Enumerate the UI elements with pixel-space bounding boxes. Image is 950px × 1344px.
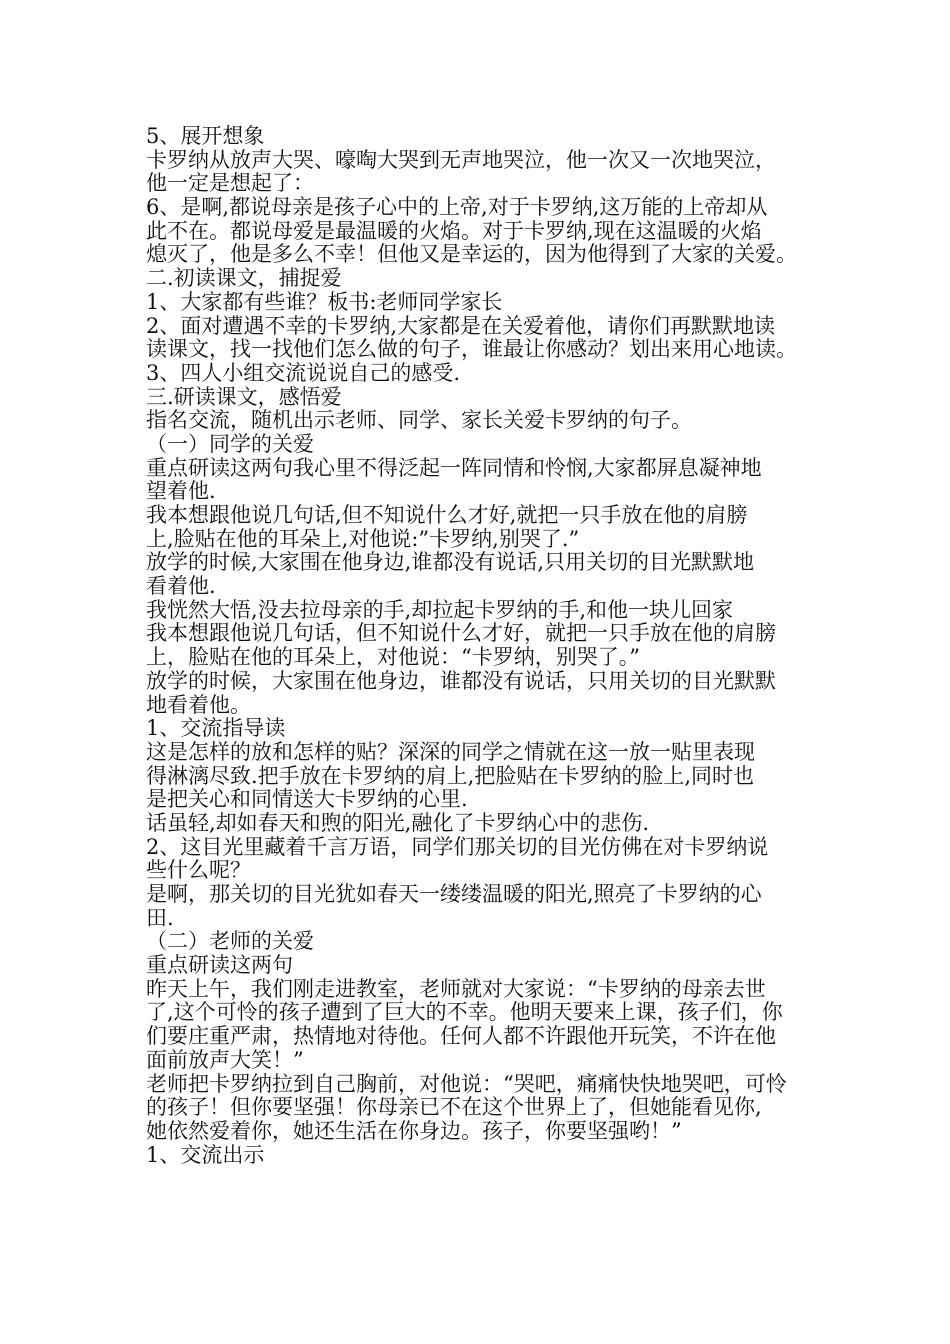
text-line: 这是怎样的放和怎样的贴？深深的同学之情就在这一放一贴里表现	[146, 739, 755, 764]
text-line: 望着他.	[146, 479, 216, 504]
text-line: 昨天上午，我们刚走进教室，老师就对大家说：“卡罗纳的母亲去世	[146, 976, 766, 1001]
text-line: 放学的时候，大家围在他身边，谁都没有说话，只用关切的目光默默	[146, 668, 776, 693]
text-line: 是把关心和同情送大卡罗纳的心里.	[146, 787, 468, 812]
text-line: 田.	[146, 905, 174, 930]
text-line: 读课文，找一找他们怎么做的句子，谁最让你感动？划出来用心地读。	[146, 337, 797, 362]
text-line: 1、大家都有些谁？板书:老师同学家长	[146, 289, 503, 314]
text-line: （二）老师的关爱	[146, 929, 314, 954]
document-body	[146, 125, 836, 1167]
text-line: 看着他.	[146, 574, 216, 599]
text-line: 此不在。都说母爱是最温暖的火焰。对于卡罗纳,现在这温暖的火焰	[146, 218, 762, 243]
text-line: 是啊，那关切的目光犹如春天一缕缕温暖的阳光,照亮了卡罗纳的心	[146, 882, 762, 906]
text-line: 的孩子！但你要坚强！你母亲已不在这个世界上了，但她能看见你,	[146, 1095, 762, 1120]
text-line: 熄灭了，他是多么不幸！但他又是幸运的，因为他得到了大家的关爱。	[146, 242, 797, 267]
text-line: 了,这个可怜的孩子遭到了巨大的不幸。他明天要来上课，孩子们，你	[146, 1000, 783, 1025]
text-line: 2、面对遭遇不幸的卡罗纳,大家都是在关爱着他，请你们再默默地读	[146, 313, 776, 338]
text-line: 些什么呢？	[146, 858, 251, 883]
text-line: 放学的时候,大家围在他身边,谁都没有说话,只用关切的目光默默地	[146, 550, 755, 575]
text-line: 重点研读这两句我心里不得泛起一阵同情和怜悯,大家都屏息凝神地	[146, 455, 762, 480]
text-line: 3、四人小组交流说说自己的感受.	[146, 360, 461, 385]
text-line: 三.研读课文，感悟爱	[146, 384, 342, 409]
text-line: 她依然爱着你，她还生活在你身边。孩子，你要坚强哟！”	[146, 1118, 682, 1143]
text-line: （一）同学的关爱	[146, 431, 314, 456]
text-line: 1、交流指导读	[146, 716, 286, 741]
text-line: 话虽轻,却如春天和煦的阳光,融化了卡罗纳心中的悲伤.	[146, 810, 650, 835]
text-line: 上,脸贴在他的耳朵上,对他说:”卡罗纳,别哭了.”	[146, 526, 580, 551]
text-line: 面前放声大笑！”	[146, 1047, 304, 1072]
text-line: 他一定是想起了：	[146, 171, 314, 196]
text-line: 地看着他。	[146, 692, 251, 717]
text-line: 1、交流出示	[146, 1142, 265, 1167]
text-line: 我本想跟他说几句话,但不知说什么才好,就把一只手放在他的肩膀	[146, 503, 748, 527]
text-line: 二.初读课文，捕捉爱	[146, 266, 342, 291]
text-line: 重点研读这两句	[146, 953, 293, 978]
text-line: 得淋漓尽致.把手放在卡罗纳的肩上,把脸贴在卡罗纳的脸上,同时也	[146, 763, 755, 788]
text-line: 卡罗纳从放声大哭、嚎啕大哭到无声地哭泣，他一次又一次地哭泣，	[146, 147, 776, 172]
text-line: 指名交流，随机出示老师、同学、家长关爱卡罗纳的句子。	[146, 408, 692, 433]
text-line: 5、展开想象	[146, 124, 265, 148]
text-line: 我本想跟他说几句话，但不知说什么才好，就把一只手放在他的肩膀	[146, 621, 776, 646]
text-line: 上，脸贴在他的耳朵上，对他说：“卡罗纳，别哭了。”	[146, 645, 640, 670]
text-line: 们要庄重严肃，热情地对待他。任何人都不许跟他开玩笑，不许在他	[146, 1024, 776, 1049]
text-line: 老师把卡罗纳拉到自己胸前，对他说：“哭吧，痛痛快快地哭吧，可怜	[146, 1071, 787, 1096]
text-line: 2、这目光里藏着千言万语，同学们那关切的目光仿佛在对卡罗纳说	[146, 834, 769, 859]
text-line: 我恍然大悟,没去拉母亲的手,却拉起卡罗纳的手,和他一块儿回家	[146, 597, 734, 622]
text-line: 6、是啊,都说母亲是孩子心中的上帝,对于卡罗纳,这万能的上帝却从	[146, 195, 768, 220]
